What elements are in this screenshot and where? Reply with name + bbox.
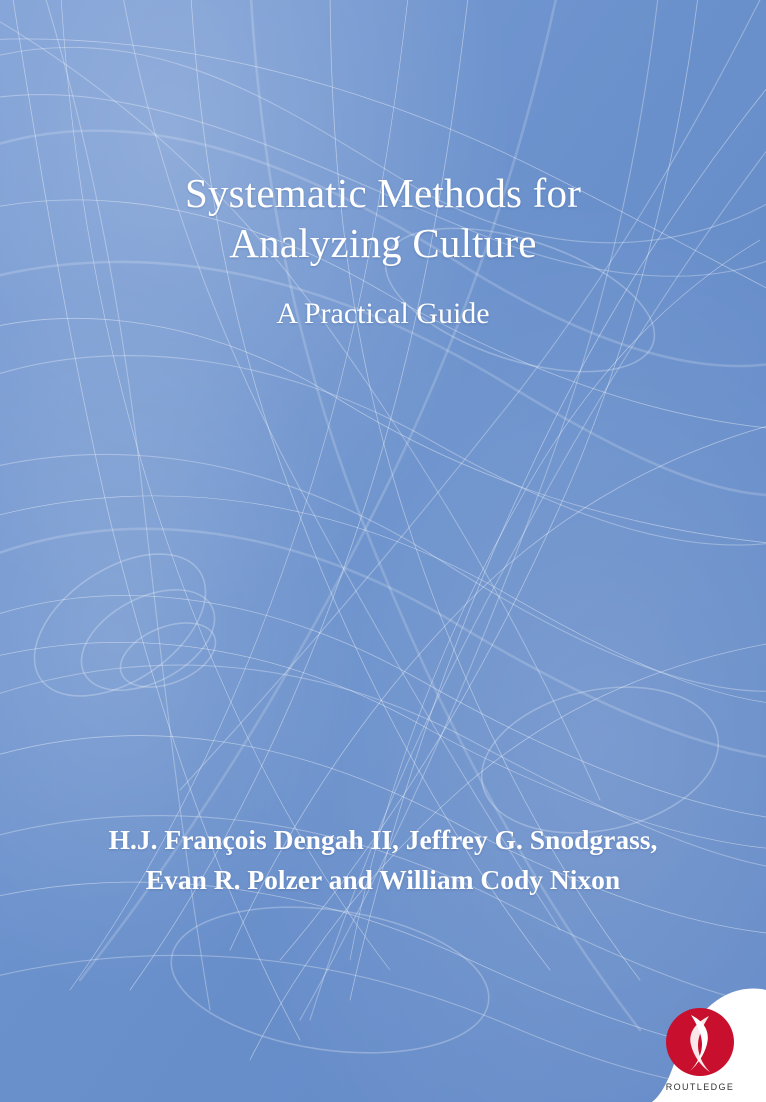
routledge-logo (634, 984, 766, 1102)
book-title (70, 168, 696, 268)
routledge-wordmark: ROUTLEDGE (665, 1082, 735, 1092)
book-title-line-1: Systematic Methods for (184, 170, 582, 216)
book-title-line-2: Analyzing Culture (229, 220, 537, 267)
authors-line-1: H.J. François Dengah II, Jeffrey G. Snodgrass, (108, 824, 658, 855)
title-block (0, 168, 766, 333)
book-subtitle: A Practical Guide (276, 297, 490, 331)
authors-line-2: Evan R. Polzer and William Cody Nixon (145, 863, 621, 895)
book-authors (0, 820, 766, 900)
